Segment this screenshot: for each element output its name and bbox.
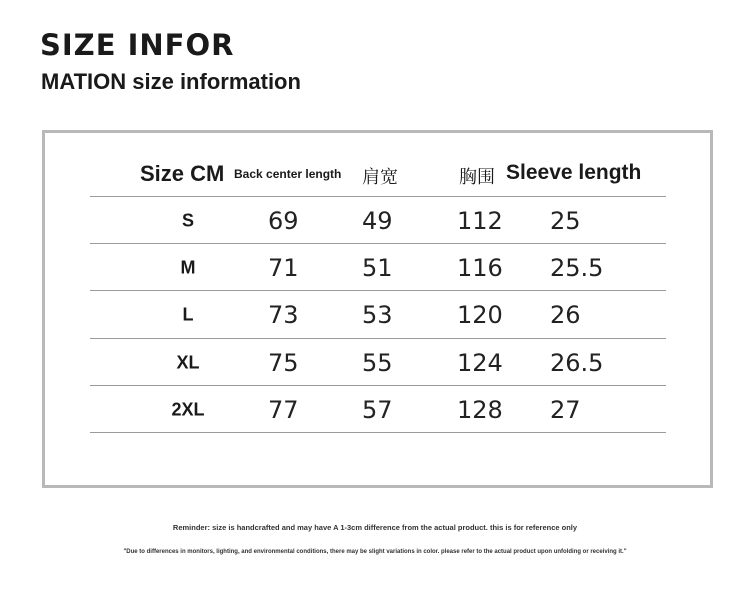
back-length-cell: 69 [268, 206, 299, 235]
header-size-cm: Size CM [140, 161, 225, 186]
back-length-cell: 75 [268, 348, 299, 377]
header-sleeve-length: Sleeve length [506, 161, 642, 184]
page-subtitle: MATION size information [41, 69, 301, 94]
sleeve-cell: 27 [550, 395, 581, 424]
header-back-center-length: Back center length [234, 167, 342, 181]
sleeve-cell: 26 [550, 300, 581, 329]
table-row: 2XL 77 57 128 27 [171, 395, 581, 424]
shoulder-cell: 57 [362, 395, 393, 424]
table-divider [90, 432, 666, 433]
header-shoulder-width: 肩宽 [362, 167, 398, 188]
chest-cell: 112 [457, 206, 503, 235]
header-chest: 胸围 [459, 167, 495, 188]
sleeve-cell: 26.5 [550, 348, 604, 377]
reminder-note: Reminder: size is handcrafted and may have A 1-3cm difference from the actual product. this is for reference only [172, 523, 578, 532]
sleeve-cell: 25 [550, 206, 581, 235]
back-length-cell: 73 [268, 300, 299, 329]
sleeve-cell: 25.5 [550, 253, 604, 282]
chest-cell: 120 [457, 300, 503, 329]
table-row: S 69 49 112 25 [181, 206, 581, 235]
table-row: XL 75 55 124 26.5 [176, 348, 604, 377]
table-row: L 73 53 120 26 [182, 300, 581, 329]
chest-cell: 116 [457, 253, 503, 282]
color-disclaimer: "Due to differences in monitors, lighting, and environmental conditions, there may be slight variations in color. please refer to the actual product upon unfolding or receiving it." [123, 549, 627, 555]
back-length-cell: 77 [268, 395, 299, 424]
shoulder-cell: 55 [362, 348, 393, 377]
back-length-cell: 71 [268, 253, 299, 282]
chest-cell: 128 [457, 395, 503, 424]
chest-cell: 124 [457, 348, 503, 377]
shoulder-cell: 53 [362, 300, 393, 329]
shoulder-cell: 49 [362, 206, 393, 235]
page-title: SIZE INFOR [40, 28, 235, 62]
table-row: M 71 51 116 25.5 [180, 253, 604, 282]
shoulder-cell: 51 [362, 253, 393, 282]
